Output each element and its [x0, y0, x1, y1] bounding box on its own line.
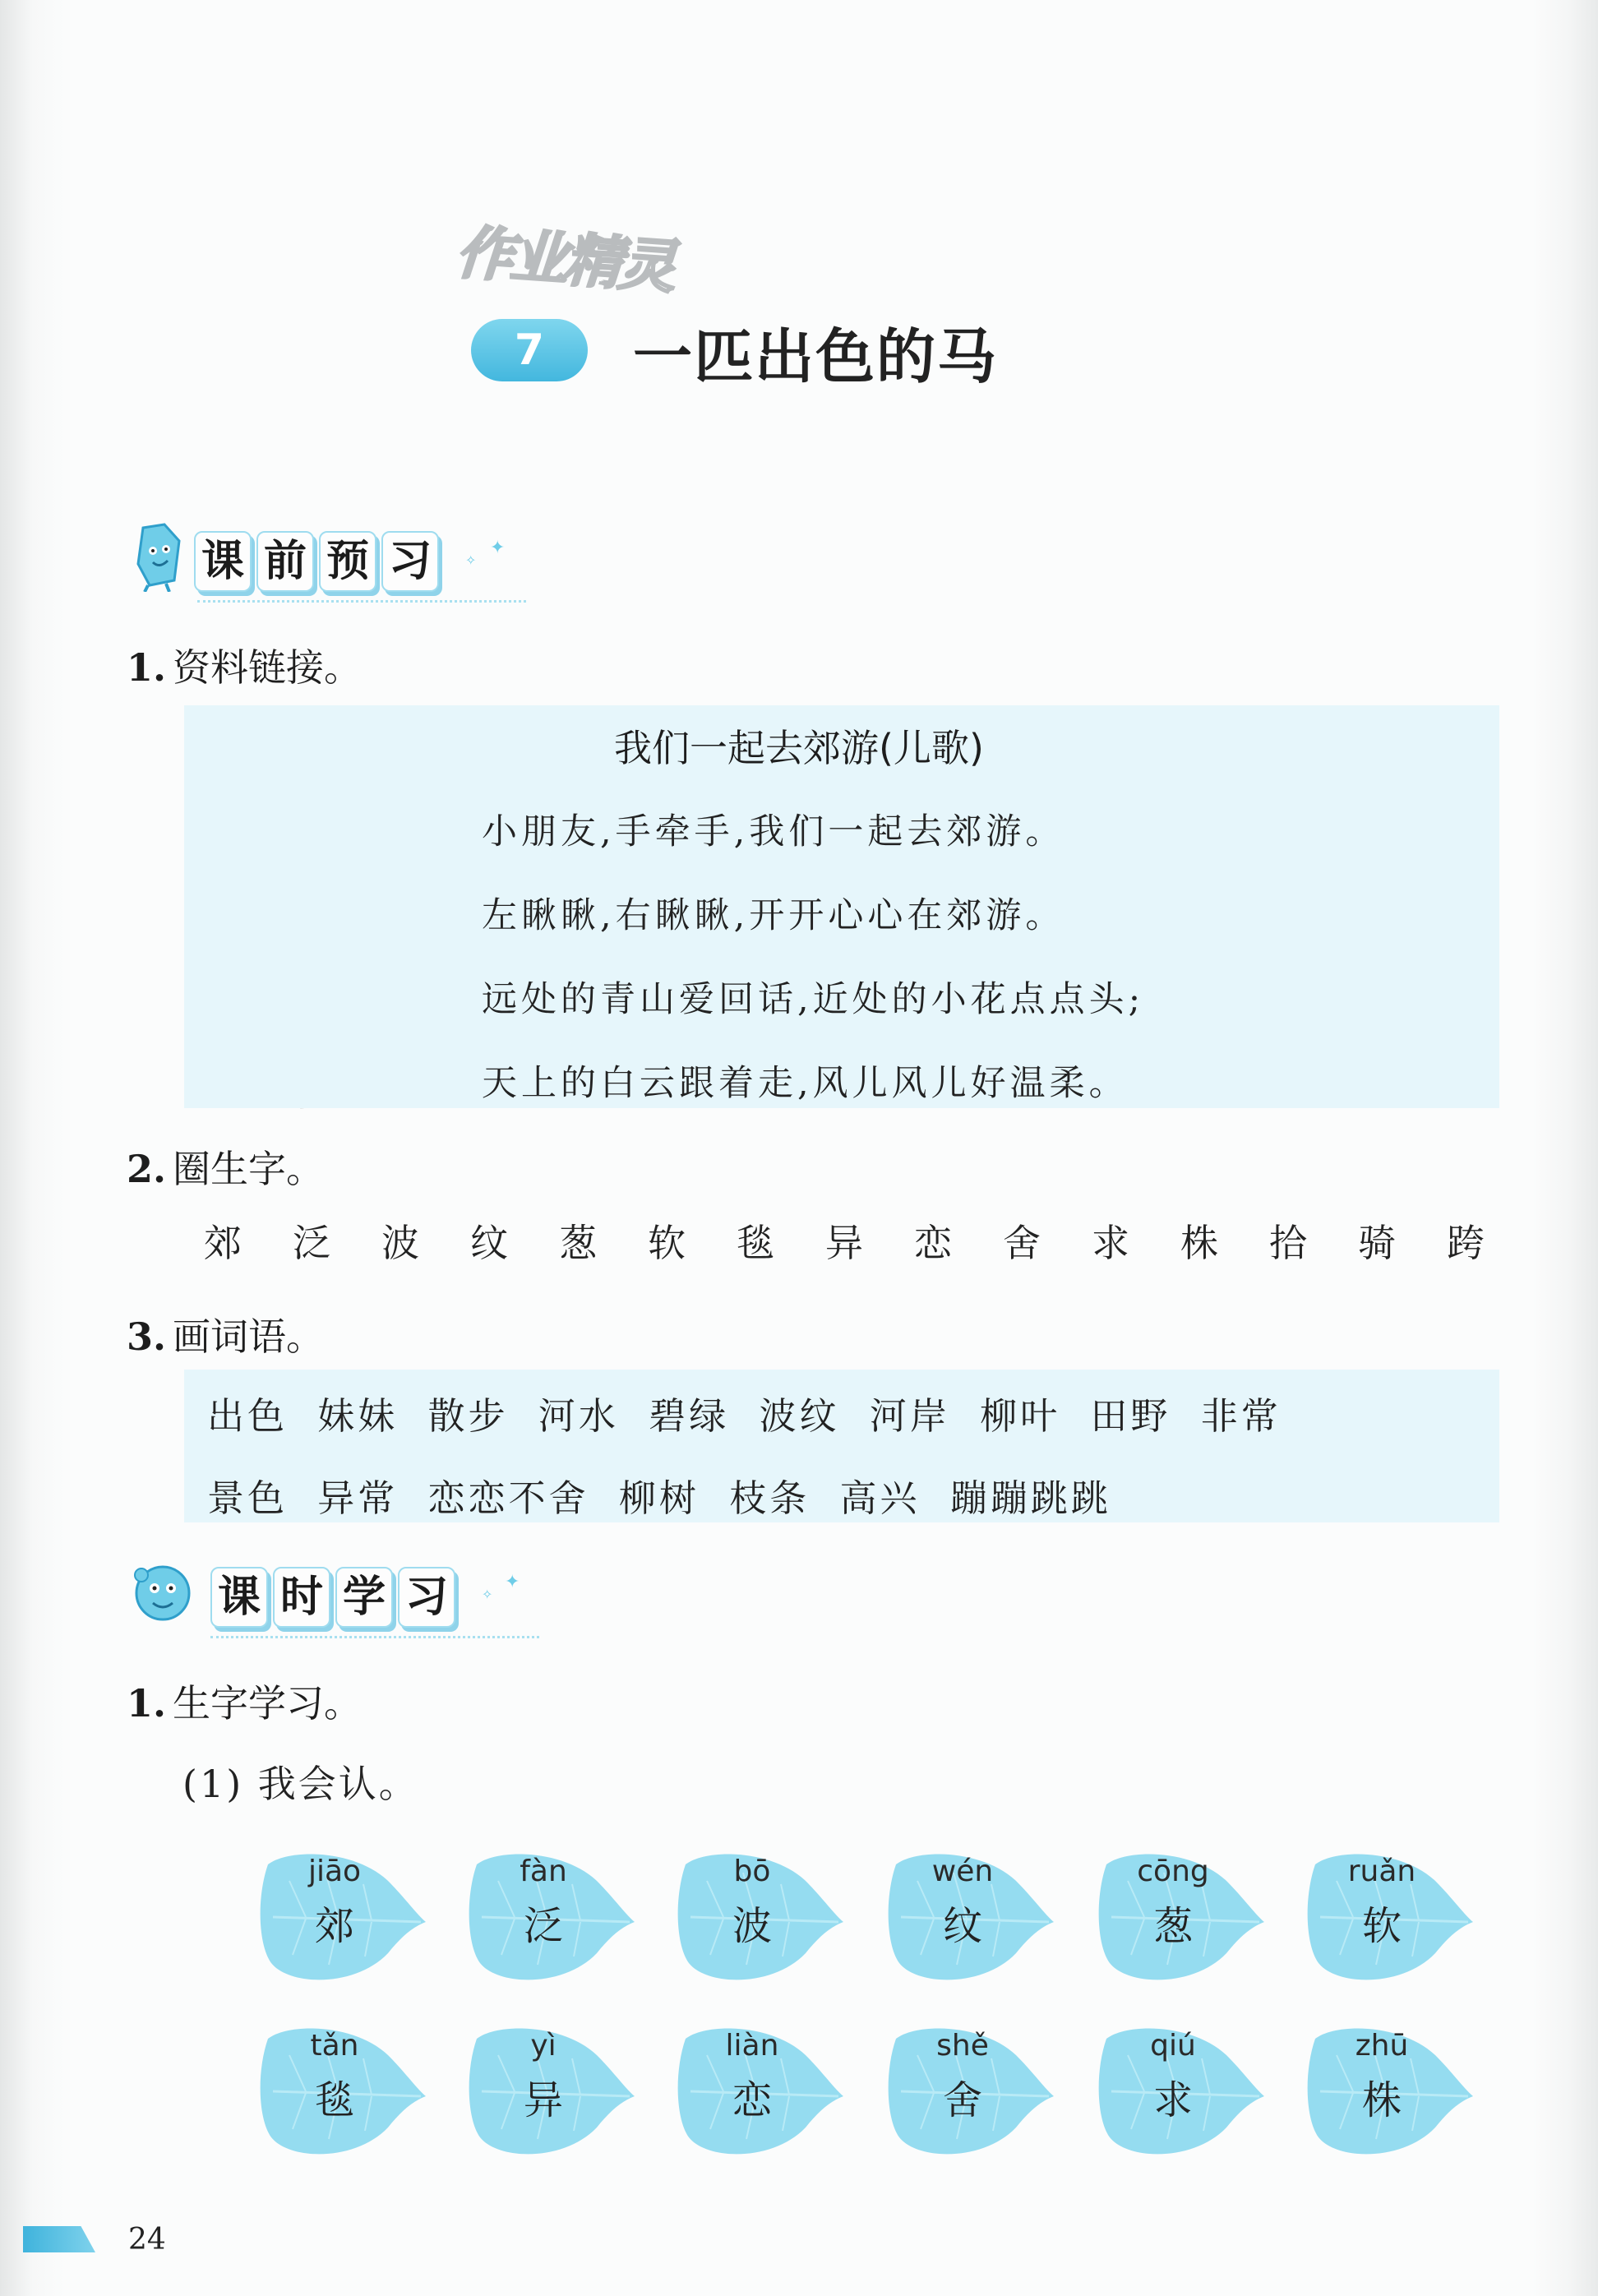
leaf-pinyin: qiú	[1150, 2029, 1196, 2063]
section-dotted-line	[197, 600, 526, 607]
character-item[interactable]: 软	[648, 1221, 686, 1265]
section-study-char: 课	[210, 1567, 268, 1628]
poem-line: 小朋友,手牵手,我们一起去郊游。	[482, 811, 1065, 852]
leaf-pinyin: shě	[936, 2029, 989, 2063]
section-study-header	[132, 1559, 526, 1641]
star-icon: ✦	[490, 538, 506, 558]
watermark-top: 作业精灵	[454, 218, 676, 302]
poem-title: 我们一起去郊游(儿歌)	[614, 726, 984, 770]
character-item[interactable]: 纹	[470, 1221, 508, 1265]
character-leaf	[1095, 2022, 1268, 2162]
character-item[interactable]: 拾	[1269, 1221, 1307, 1265]
character-item[interactable]: 求	[1092, 1221, 1129, 1265]
character-leaf	[884, 2022, 1057, 2162]
section-study-char: 习	[398, 1567, 455, 1628]
leaf-character: 郊	[314, 1903, 354, 1949]
character-item[interactable]: 株	[1180, 1221, 1218, 1265]
leaf-character: 恋	[732, 2077, 772, 2123]
leaf-character: 毯	[314, 2077, 354, 2123]
question-number: 1.	[127, 1681, 167, 1725]
mascot-icon	[132, 523, 192, 592]
leaf-pinyin: yì	[530, 2029, 557, 2063]
leaf-pinyin: zhū	[1355, 2029, 1409, 2063]
poem-line: 天上的白云跟着走,风儿风儿好温柔。	[482, 1063, 1129, 1104]
character-item[interactable]: 葱	[559, 1221, 597, 1265]
character-leaf	[465, 1848, 638, 1988]
character-leaf	[1304, 2022, 1476, 2162]
character-leaf	[884, 1848, 1057, 1988]
section-preview-char: 习	[381, 531, 439, 592]
section-preview-char: 前	[256, 531, 314, 592]
leaf-character: 波	[732, 1903, 772, 1949]
leaf-pinyin: fàn	[520, 1855, 567, 1888]
leaf-pinyin: liàn	[725, 2029, 779, 2063]
character-item[interactable]: 毯	[737, 1221, 774, 1265]
page-number: 24	[128, 2223, 166, 2257]
poem-line: 左瞅瞅,右瞅瞅,开开心心在郊游。	[482, 895, 1065, 936]
leaf-pinyin: wén	[931, 1855, 994, 1888]
section-study-char: 学	[335, 1567, 393, 1628]
question-label: 生字学习。	[173, 1681, 363, 1725]
leaf-pinyin: ruǎn	[1347, 1855, 1416, 1888]
section-study-char: 时	[273, 1567, 330, 1628]
poem-line: 远处的青山爱回话,近处的小花点点头;	[482, 979, 1145, 1020]
section-preview-title	[194, 531, 439, 592]
question-label: 圈生字。	[173, 1147, 325, 1191]
leaf-character: 软	[1361, 1903, 1402, 1949]
question-number: 1.	[127, 645, 167, 690]
leaf-character: 株	[1361, 2077, 1402, 2123]
section-dotted-line	[210, 1636, 539, 1643]
question-number: 3.	[127, 1314, 167, 1359]
character-item[interactable]: 恋	[914, 1221, 952, 1265]
character-leaf	[1304, 1848, 1476, 1988]
question-label: 画词语。	[173, 1314, 325, 1359]
character-item[interactable]: 泛	[293, 1221, 330, 1265]
leaf-character: 异	[523, 2077, 563, 2123]
question-2	[127, 1139, 324, 1194]
circle-characters-row	[204, 1213, 1536, 1268]
section-preview-char: 预	[319, 531, 376, 592]
character-leaf	[674, 1848, 847, 1988]
character-item[interactable]: 舍	[1003, 1221, 1041, 1265]
leaf-character: 求	[1152, 2077, 1193, 2123]
star-icon: ✧	[482, 1587, 493, 1602]
words-row-2[interactable]: 景色 异常 恋恋不舍 柳树 枝条 高兴 蹦蹦跳跳	[207, 1476, 1111, 1520]
character-leaf	[465, 2022, 638, 2162]
leaf-character: 纹	[942, 1903, 982, 1949]
mascot-icon	[132, 1559, 192, 1628]
leaf-character: 葱	[1152, 1903, 1193, 1949]
question-number: 2.	[127, 1147, 167, 1191]
leaf-pinyin: tǎn	[310, 2029, 359, 2063]
lesson-number-badge	[471, 319, 588, 381]
leaf-pinyin: cōng	[1137, 1855, 1209, 1888]
sub-question-label: (1) 我会认。	[182, 1762, 419, 1806]
character-item[interactable]: 异	[825, 1221, 863, 1265]
section-preview-char: 课	[194, 531, 252, 592]
character-item[interactable]: 骑	[1358, 1221, 1396, 1265]
question-1	[127, 638, 362, 692]
words-row-1[interactable]: 出色 妹妹 散步 河水 碧绿 波纹 河岸 柳叶 田野 非常	[207, 1394, 1282, 1438]
character-leaf	[256, 1848, 429, 1988]
character-item[interactable]: 郊	[204, 1221, 242, 1265]
leaf-pinyin: bō	[733, 1855, 771, 1888]
section-study-title	[210, 1567, 455, 1628]
character-leaf	[256, 2022, 429, 2162]
character-item[interactable]: 波	[381, 1221, 419, 1265]
lesson-number: 7	[514, 326, 545, 375]
lesson-title: 一匹出色的马	[633, 322, 999, 391]
star-icon: ✦	[505, 1572, 520, 1592]
question-label: 资料链接。	[173, 645, 363, 690]
character-leaf	[674, 2022, 847, 2162]
leaf-character: 泛	[523, 1903, 563, 1949]
study-question-1	[127, 1674, 362, 1728]
leaf-pinyin: jiāo	[307, 1855, 362, 1888]
character-item[interactable]: 跨	[1447, 1221, 1485, 1265]
question-3	[127, 1307, 324, 1361]
leaf-character: 舍	[942, 2077, 982, 2123]
character-leaf	[1095, 1848, 1268, 1988]
star-icon: ✧	[465, 552, 477, 568]
